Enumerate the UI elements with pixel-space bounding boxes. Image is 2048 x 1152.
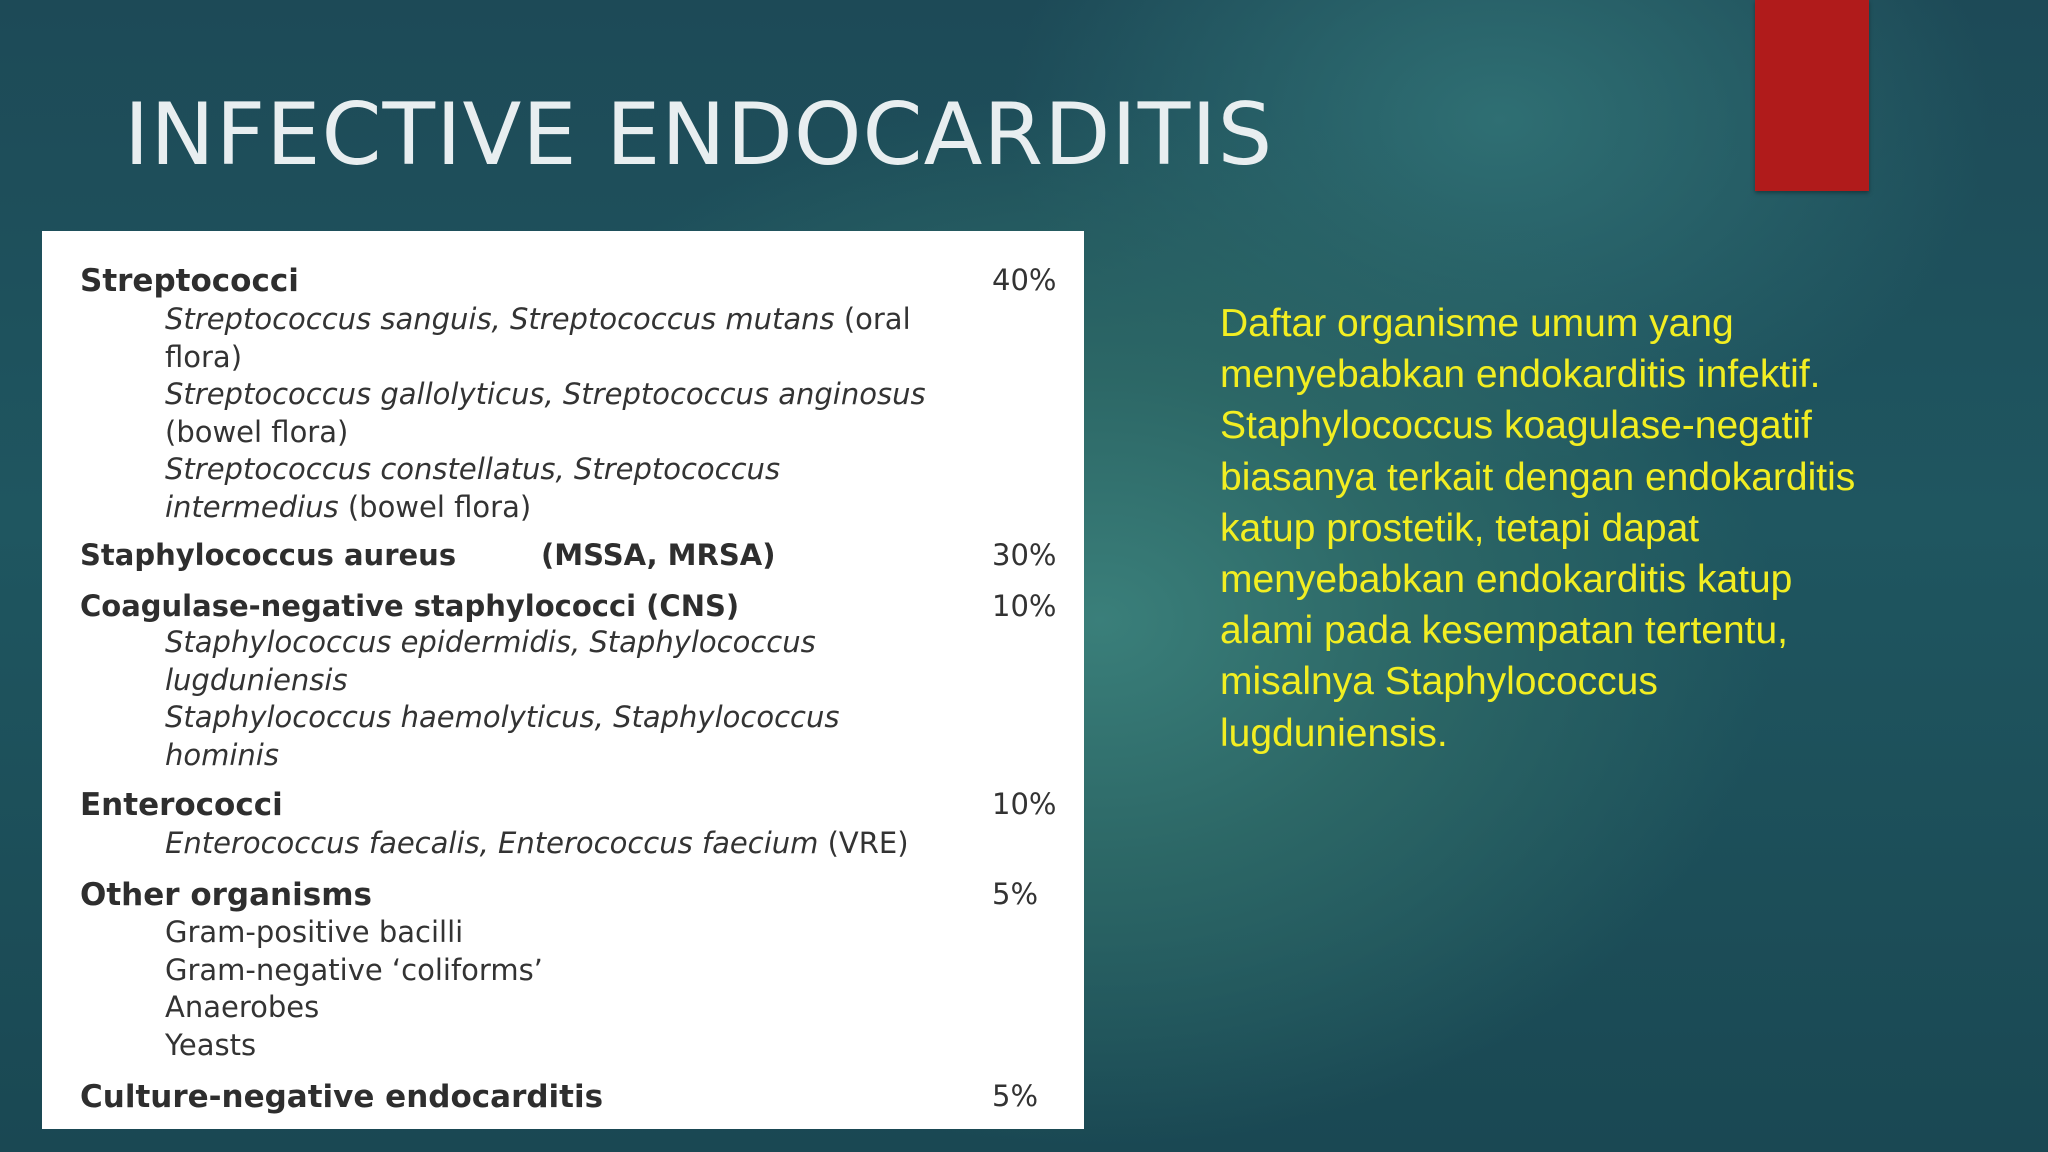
sub-list: [165, 301, 1025, 526]
category-label: Coagulase-negative staphylococci (CNS): [80, 589, 740, 623]
slide-title: INFECTIVE ENDOCARDITIS: [124, 85, 1274, 185]
organism-note: Anaerobes: [165, 990, 320, 1024]
slide-caption: [1220, 298, 1960, 759]
caption-line: menyebabkan endokarditis katup: [1220, 558, 1793, 602]
organism-note: (bowel flora): [338, 489, 532, 524]
sub-line: [165, 952, 1025, 990]
category-label: Staphylococcus aureus: [80, 538, 457, 572]
percent-value: 5%: [992, 877, 1039, 911]
red-accent-block: [1755, 0, 1869, 191]
sub-line: [165, 414, 1025, 452]
organism-note: flora): [165, 339, 243, 374]
caption-line: lugduniensis.: [1220, 711, 1448, 755]
percent-value: 30%: [992, 538, 1057, 572]
organism-name: Streptococcus constellatus, Streptococcus: [165, 452, 781, 486]
percent-value: 10%: [992, 787, 1057, 821]
organism-note: Gram-positive bacilli: [165, 915, 464, 949]
organism-name: lugduniensis: [165, 662, 348, 697]
caption-line: biasanya terkait dengan endokarditis: [1220, 455, 1856, 499]
sub-line: [165, 624, 1025, 662]
organism-table: [42, 231, 1084, 1129]
sub-line: [165, 451, 1025, 489]
sub-list: [165, 624, 1025, 774]
organism-name: Enterococcus faecalis, Enterococcus faecium: [165, 826, 819, 860]
category-label: Streptococci: [80, 263, 299, 299]
organism-note: (VRE): [818, 826, 909, 860]
caption-line: misalnya Staphylococcus: [1220, 660, 1658, 704]
organism-note: (oral: [834, 302, 911, 336]
category-label: Enterococci: [80, 787, 283, 823]
sub-list: [165, 825, 1025, 863]
organism-name: Streptococcus gallolyticus, Streptococcus anginosus: [165, 377, 926, 411]
sub-line: [165, 662, 1025, 700]
sub-line: [165, 699, 1025, 737]
sub-line: [165, 989, 1025, 1027]
organism-note: Yeasts: [165, 1027, 257, 1062]
organism-name: Staphylococcus haemolyticus, Staphylococcus: [165, 700, 840, 734]
organism-note: (bowel flora): [165, 414, 349, 449]
caption-line: menyebabkan endokarditis infektif.: [1220, 353, 1821, 397]
percent-value: 10%: [992, 589, 1057, 623]
caption-line: katup prostetik, tetapi dapat: [1220, 506, 1700, 550]
organism-name: Streptococcus sanguis, Streptococcus mutans: [165, 302, 835, 336]
percent-value: 40%: [992, 263, 1057, 297]
sub-line: [165, 376, 1025, 414]
sub-line: [165, 339, 1025, 377]
caption-line: Daftar organisme umum yang: [1220, 302, 1734, 345]
organism-note: Gram-negative ‘coliforms’: [165, 952, 543, 987]
sub-line: [165, 825, 1025, 863]
caption-line: Staphylococcus koagulase-negatif: [1220, 404, 1812, 448]
sub-line: [165, 1027, 1025, 1065]
category-label: Culture-negative endocarditis: [80, 1079, 604, 1115]
organism-name: hominis: [165, 737, 279, 772]
sub-line: [165, 301, 1025, 339]
caption-line: alami pada kesempatan tertentu,: [1220, 609, 1789, 653]
percent-value: 5%: [992, 1079, 1039, 1113]
sub-line: [165, 914, 1025, 952]
organism-name: intermedius: [165, 489, 339, 524]
sub-line: [165, 737, 1025, 775]
sub-list: [165, 914, 1025, 1064]
organism-name: Staphylococcus epidermidis, Staphylococcus: [165, 625, 816, 659]
sub-line: [165, 489, 1025, 527]
category-qualifier: (MSSA, MRSA): [541, 538, 776, 572]
category-label: Other organisms: [80, 877, 372, 913]
